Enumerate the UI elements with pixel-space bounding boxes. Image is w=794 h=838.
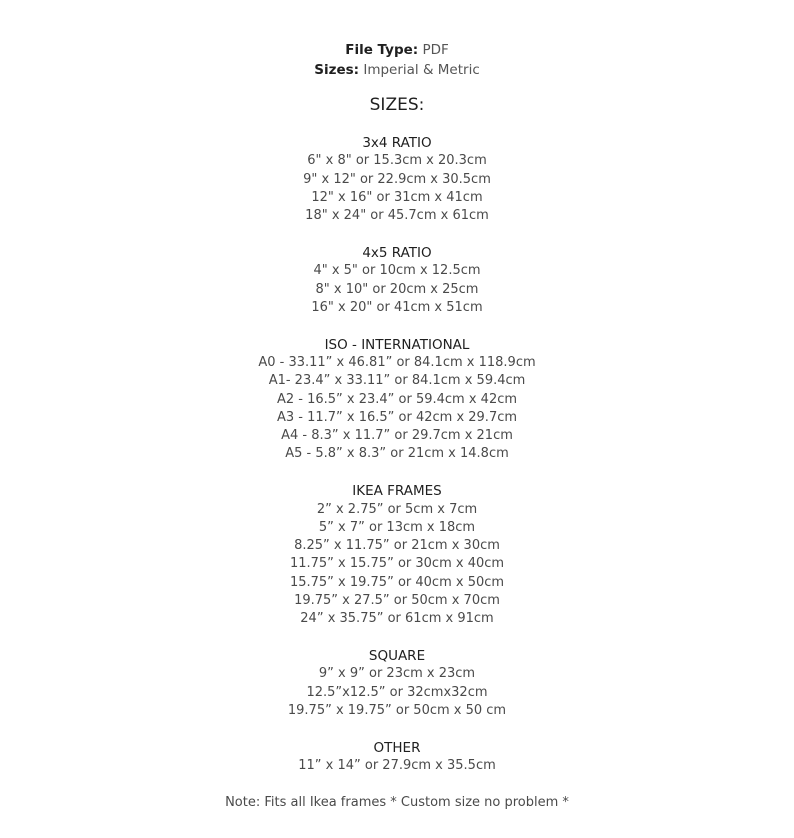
size-line: 4" x 5" or 10cm x 12.5cm [313,263,481,279]
size-sections [0,134,794,775]
note-text: Note: Fits all Ikea frames * Custom size no problem * [225,794,569,810]
size-line: 5” x 7” or 13cm x 18cm [318,519,476,535]
size-section [0,647,794,720]
size-line: A5 - 5.8” x 8.3” or 21cm x 14.8cm [285,446,509,462]
size-section [0,482,794,628]
size-line: 6" x 8" or 15.3cm x 20.3cm [307,153,487,169]
size-line: 12" x 16" or 31cm x 41cm [311,189,483,205]
size-line: 11” x 14” or 27.9cm x 35.5cm [298,758,496,774]
sizes-heading: SIZES: [369,95,425,115]
size-line: 19.75” x 19.75” or 50cm x 50 cm [287,703,507,719]
file-type-label: File Type: [345,42,419,58]
size-line: 16" x 20" or 41cm x 51cm [311,299,483,315]
size-section [0,739,794,776]
size-line: A0 - 33.11” x 46.81” or 84.1cm x 118.9cm [258,354,536,370]
size-line: A3 - 11.7” x 16.5” or 42cm x 29.7cm [276,409,518,425]
size-line: 19.75” x 27.5” or 50cm x 70cm [294,593,500,609]
size-line: A1- 23.4” x 33.11” or 84.1cm x 59.4cm [268,373,526,389]
section-title: IKEA FRAMES [352,483,442,500]
size-line: 11.75” x 15.75” or 30cm x 40cm [289,556,505,572]
section-title: OTHER [373,739,421,756]
size-section [0,134,794,225]
size-line: 2” x 2.75” or 5cm x 7cm [316,501,478,517]
section-title: 3x4 RATIO [362,135,432,151]
size-line: 9" x 12" or 22.9cm x 30.5cm [303,171,491,187]
sizes-line [0,60,794,80]
size-line: A4 - 8.3” x 11.7” or 29.7cm x 21cm [281,428,513,444]
size-section [0,244,794,317]
size-line: 8" x 10" or 20cm x 25cm [315,281,479,297]
sizes-label: Sizes: [314,62,360,78]
size-line: 15.75” x 19.75” or 40cm x 50cm [289,574,505,590]
size-line: 8.25” x 11.75” or 21cm x 30cm [294,538,500,554]
size-line: A2 - 16.5” x 23.4” or 59.4cm x 42cm [276,391,518,407]
section-title: ISO - INTERNATIONAL [324,336,470,353]
section-title: 4x5 RATIO [362,244,432,261]
file-type-line [0,40,794,60]
size-section [0,336,794,464]
sizes-value: Imperial & Metric [359,62,480,78]
size-line: 24” x 35.75” or 61cm x 91cm [300,611,494,627]
size-line: 9” x 9” or 23cm x 23cm [318,666,476,682]
section-title: SQUARE [368,648,426,665]
size-line: 12.5”x12.5” or 32cmx32cm [306,684,488,700]
size-line: 18" x 24" or 45.7cm x 61cm [305,208,489,224]
file-type-value: PDF [418,42,449,58]
